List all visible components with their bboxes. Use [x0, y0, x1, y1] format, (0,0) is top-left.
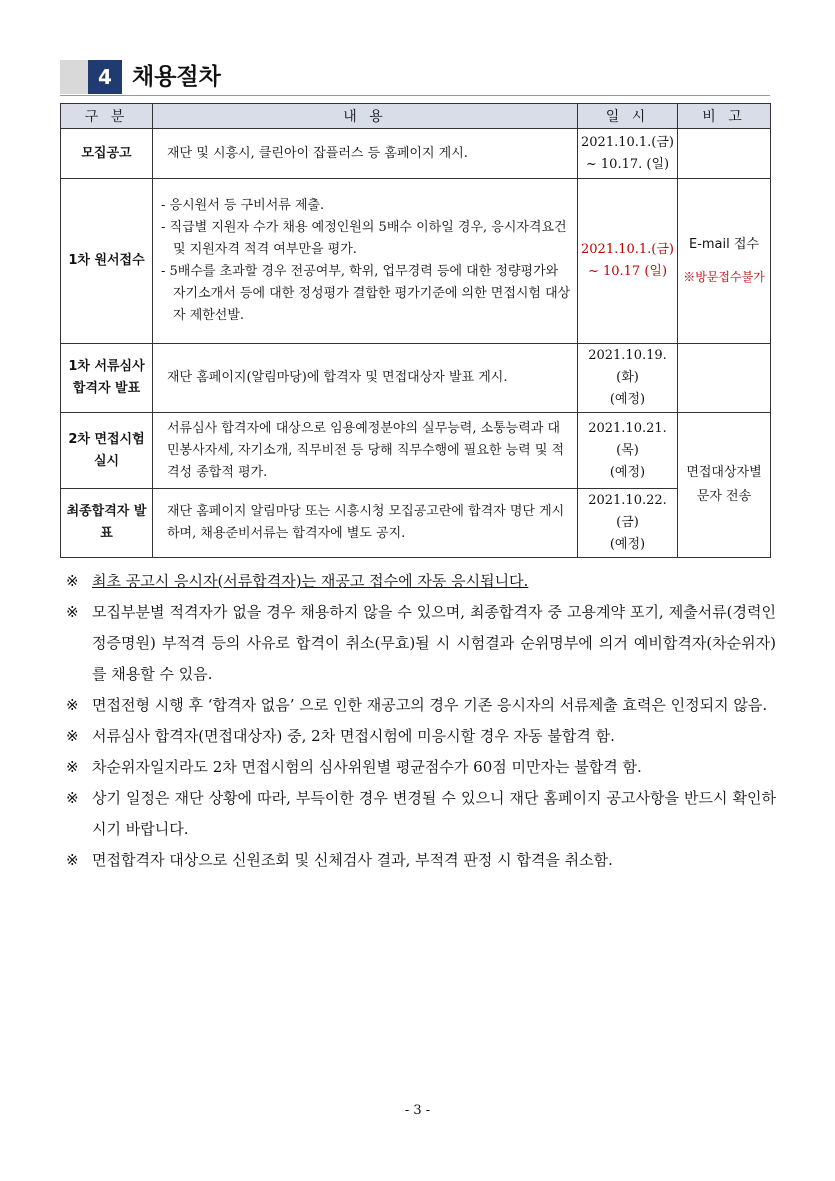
reference-mark: ※	[66, 851, 79, 869]
note-item	[66, 783, 776, 845]
row-date	[578, 413, 678, 489]
note-text: 서류심사 합격자(면접대상자) 중, 2차 면접시험에 미응시할 경우 자동 불합격 함.	[92, 727, 615, 745]
note-text: E-mail 접수	[688, 237, 759, 252]
header-date: 일 시	[578, 104, 678, 129]
row-category: 1차 원서접수	[61, 179, 153, 344]
note-text: 면접합격자 대상으로 신원조회 및 신체검사 결과, 부적격 판정 시 합격을 취소함.	[92, 851, 613, 869]
row-note: 면접대상자별 문자 전송	[678, 413, 771, 558]
date-line: 2021.10.19.(화)	[588, 348, 667, 385]
reference-mark: ※	[66, 727, 79, 745]
table-row	[61, 413, 771, 489]
note-item	[66, 845, 776, 876]
header-category: 구 분	[61, 104, 153, 129]
table-row	[61, 489, 771, 558]
row-note	[678, 179, 771, 344]
note-text: 면접전형 시행 후 ‘합격자 없음’ 으로 인한 재공고의 경우 기존 응시자의 서류제출 효력은 인정되지 않음.	[92, 696, 768, 714]
section-number: 4	[88, 60, 122, 94]
content-line: 재단 및 시흥시, 클린아이 잡플러스 등 홈페이지 게시.	[167, 145, 468, 161]
date-line: 2021.10.22.(금)	[588, 493, 667, 530]
date-line: ~ 10.17 (일)	[587, 264, 668, 279]
note-warning: ※방문접수불가	[683, 270, 765, 284]
row-category: 모집공고	[61, 129, 153, 179]
row-category: 2차 면접시험 실시	[61, 413, 153, 489]
note-item	[66, 721, 776, 752]
content-line: - 응시원서 등 구비서류 제출.	[161, 198, 325, 213]
date-line: (예정)	[609, 537, 646, 552]
notes-list	[66, 566, 776, 876]
row-category: 최종합격자 발표	[61, 489, 153, 558]
section-header	[60, 60, 770, 94]
note-text: 모집부분별 적격자가 없을 경우 채용하지 않을 수 있으며, 최종합격자 중 고용계약 포기, 제출서류(경력인정증명원) 부적격 등의 사유로 합격이 취소(무효)될 시 시험결과 순위명부에 의거 예비합격자(차순위자)를 채용할 수 있음.	[92, 603, 776, 683]
note-item	[66, 690, 776, 721]
table-row	[61, 179, 771, 344]
note-text: 차순위자일지라도 2차 면접시험의 심사위원별 평균점수가 60점 미만자는 불합격 함.	[92, 758, 642, 776]
note-item	[66, 752, 776, 783]
reference-mark: ※	[66, 603, 79, 621]
row-note	[678, 344, 771, 413]
content-line: 재단 홈페이지(알림마당)에 합격자 및 면접대상자 발표 게시.	[167, 370, 508, 385]
reference-mark: ※	[66, 789, 79, 807]
section-title: 채용절차	[132, 64, 221, 90]
row-note	[678, 129, 771, 179]
table-header-row	[61, 104, 771, 129]
row-date	[578, 179, 678, 344]
content-line: 재단 홈페이지 알림마당 또는 시흥시청 모집공고란에 합격자 명단 게시하며, 채용준비서류는 합격자에 별도 공지.	[167, 504, 565, 541]
row-content	[153, 344, 578, 413]
reference-mark: ※	[66, 572, 79, 590]
content-line: - 5배수를 초과할 경우 전공여부, 학위, 업무경력 등에 대한 정량평가와 자기소개서 등에 대한 정성평가 결합한 평가기준에 의한 면접시험 대상자 제한선발.	[161, 264, 571, 323]
date-line: 2021.10.1.(금)	[581, 242, 674, 257]
row-date	[578, 129, 678, 179]
header-content: 내 용	[153, 104, 578, 129]
reference-mark: ※	[66, 758, 79, 776]
date-line: (예정)	[609, 464, 646, 480]
row-content	[153, 489, 578, 558]
row-content	[153, 413, 578, 489]
date-line: 2021.10.21.(목)	[588, 420, 667, 458]
table-row	[61, 344, 771, 413]
procedure-table	[60, 103, 771, 558]
content-line: 서류심사 합격자에 대상으로 임용예정분야의 실무능력, 소통능력과 대민봉사자세, 자기소개, 직무비전 등 당해 직무수행에 필요한 능력 및 적격성 종합적 평가.	[167, 420, 565, 480]
note-item	[66, 597, 776, 690]
note-text: 상기 일정은 재단 상황에 따라, 부득이한 경우 변경될 수 있으니 재단 홈페이지 공고사항을 반드시 확인하시기 바랍니다.	[92, 789, 776, 838]
section-divider	[60, 95, 770, 96]
content-line: - 직급별 지원자 수가 채용 예정인원의 5배수 이하일 경우, 응시자격요건 및 지원자격 적격 여부만을 평가.	[161, 220, 567, 257]
table-row	[61, 129, 771, 179]
page-number: - 3 -	[404, 1103, 431, 1118]
header-note: 비 고	[678, 104, 771, 129]
row-content	[153, 179, 578, 344]
date-line: ~ 10.17. (일)	[585, 156, 670, 172]
reference-mark: ※	[66, 696, 79, 714]
row-date	[578, 489, 678, 558]
section-accent	[60, 60, 88, 94]
row-category: 1차 서류심사 합격자 발표	[61, 344, 153, 413]
date-line: (예정)	[609, 392, 646, 407]
note-text: 최초 공고시 응시자(서류합격자)는 재공고 접수에 자동 응시됩니다.	[92, 572, 529, 590]
row-content	[153, 129, 578, 179]
row-date	[578, 344, 678, 413]
note-item	[66, 566, 776, 597]
date-line: 2021.10.1.(금)	[581, 134, 674, 150]
